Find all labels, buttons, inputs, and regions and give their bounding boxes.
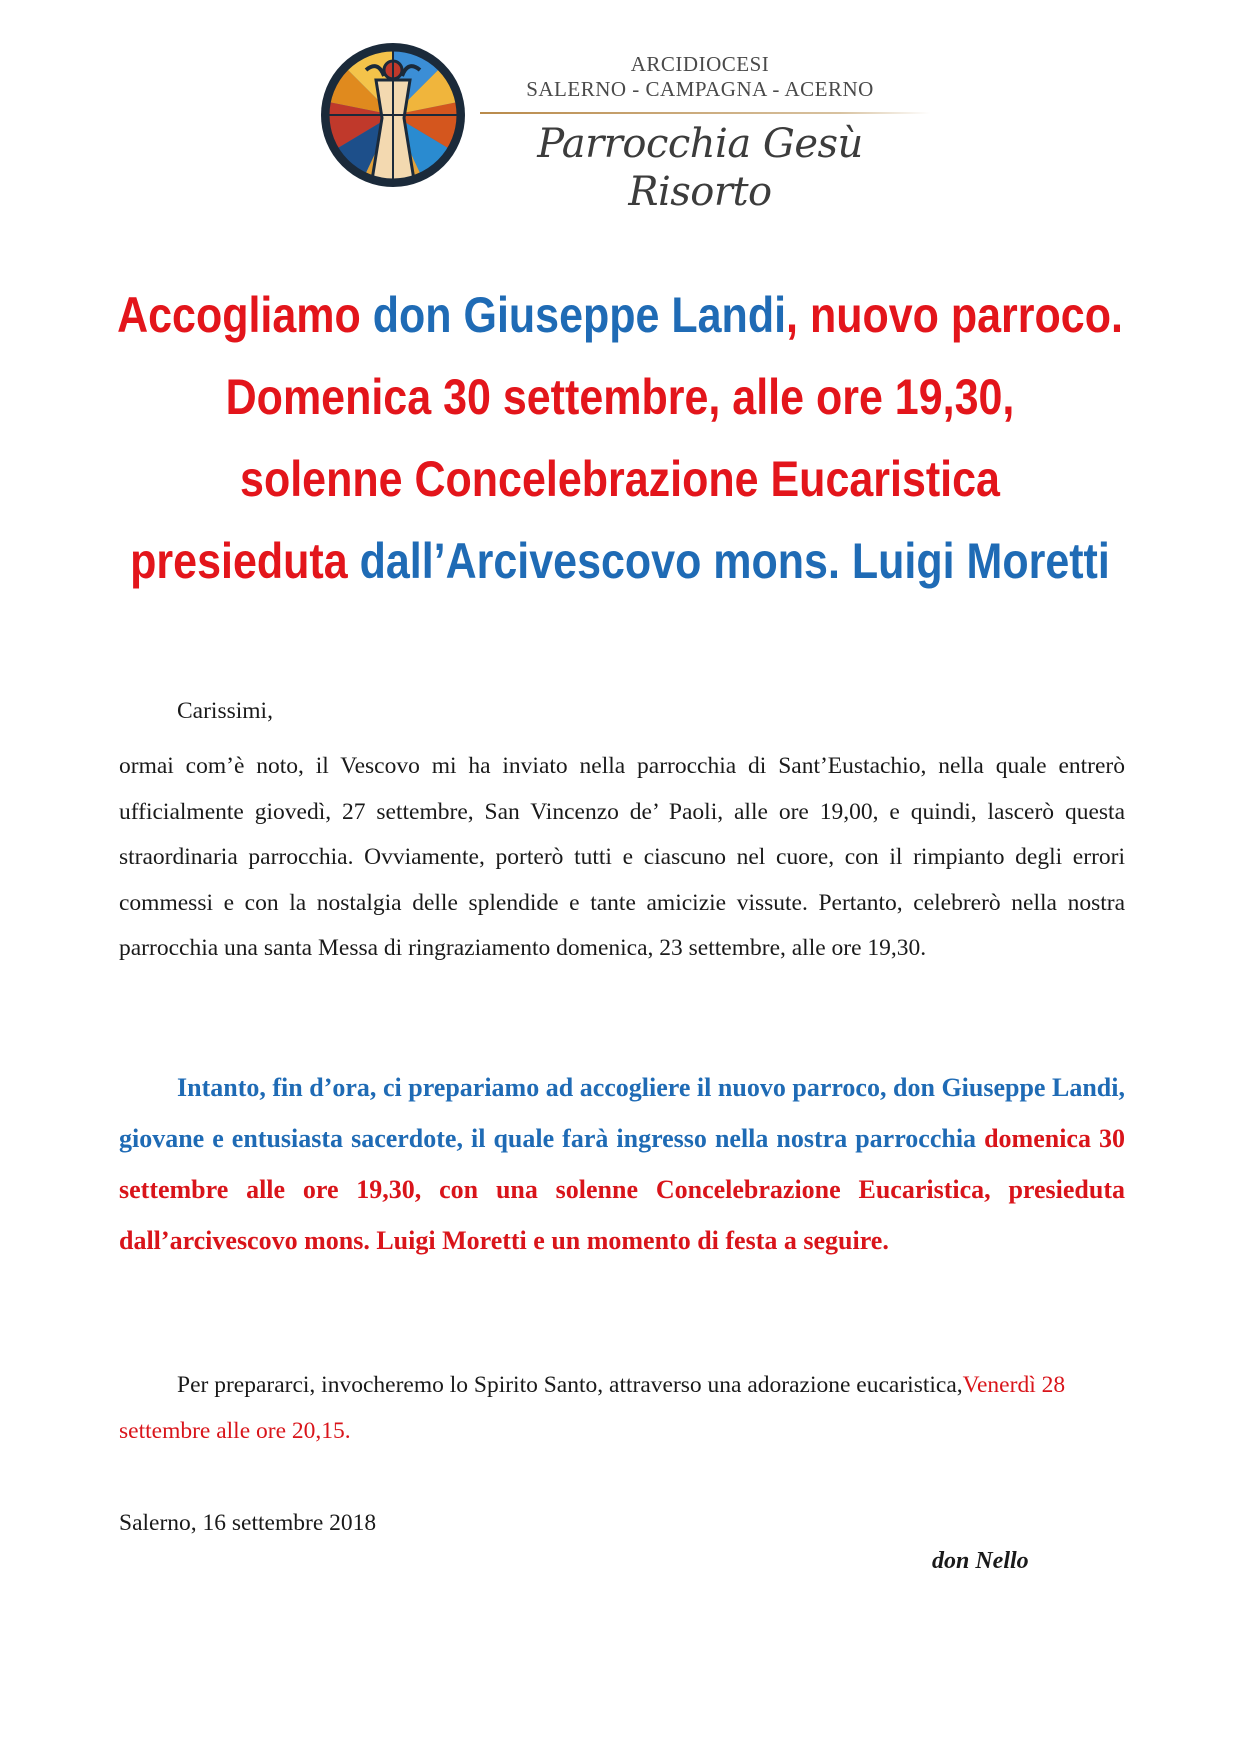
logo-text bbox=[470, 52, 930, 216]
letter-paragraph-2: Intanto, fin d’ora, ci prepariamo ad accogliere il nuovo parroco, don Giuseppe Landi, giovane e entusiasta sacerdote, il quale farà ingresso nella nostra parrocchia domenica 30 settembre alle ore 19,30, con una solenne Concelebrazione Eucaristica, presieduta dall’arcivescovo mons. Luigi Moretti e un momento di festa a seguire. bbox=[119, 1073, 1125, 1255]
letter-signature: don Nello bbox=[932, 1548, 1029, 1574]
archdiocese-places: SALERNO - CAMPAGNA - ACERNO bbox=[526, 77, 874, 101]
stained-glass-emblem-icon bbox=[318, 40, 468, 190]
letter-greeting: Carissimi, bbox=[177, 698, 273, 724]
letter-date: Salerno, 16 settembre 2018 bbox=[119, 1510, 377, 1536]
headline bbox=[113, 274, 1128, 602]
archdiocese-label: ARCIDIOCESI bbox=[630, 52, 770, 76]
letter-paragraph-1: ormai com’è noto, il Vescovo mi ha inviato nella parrocchia di Sant’Eustachio, nella quale entrerò ufficialmente giovedì, 27 settembre, San Vincenzo de’ Paoli, alle ore 19,00, e quindi, lascerò questa straordinaria parrocchia. Ovviamente, porterò tutti e ciascuno nel cuore, con il rimpianto degli errori commessi e con la nostalgia delle splendide e tante amicizie vissute. Pertanto, celebrerò nella nostra parrocchia una santa Messa di ringraziamento domenica, 23 settembre, alle ore 19,30. bbox=[119, 753, 1125, 961]
letter-paragraph-3: Per prepararci, invocheremo lo Spirito Santo, attraverso una adorazione eucaristica,Venerdì 28 settembre alle ore 20,15. bbox=[119, 1372, 1066, 1444]
headline-line-2: Domenica 30 settembre, alle ore 19,30, bbox=[225, 369, 1015, 425]
parish-logo bbox=[318, 40, 938, 215]
logo-divider bbox=[480, 112, 930, 114]
headline-line-1: Accogliamo don Giuseppe Landi, nuovo parroco. bbox=[117, 287, 1123, 343]
headline-line-3: solenne Concelebrazione Eucaristica bbox=[240, 451, 1000, 507]
headline-line-4: presieduta dall’Arcivescovo mons. Luigi Moretti bbox=[130, 533, 1110, 589]
parish-name: Parrocchia Gesù Risorto bbox=[537, 121, 863, 215]
